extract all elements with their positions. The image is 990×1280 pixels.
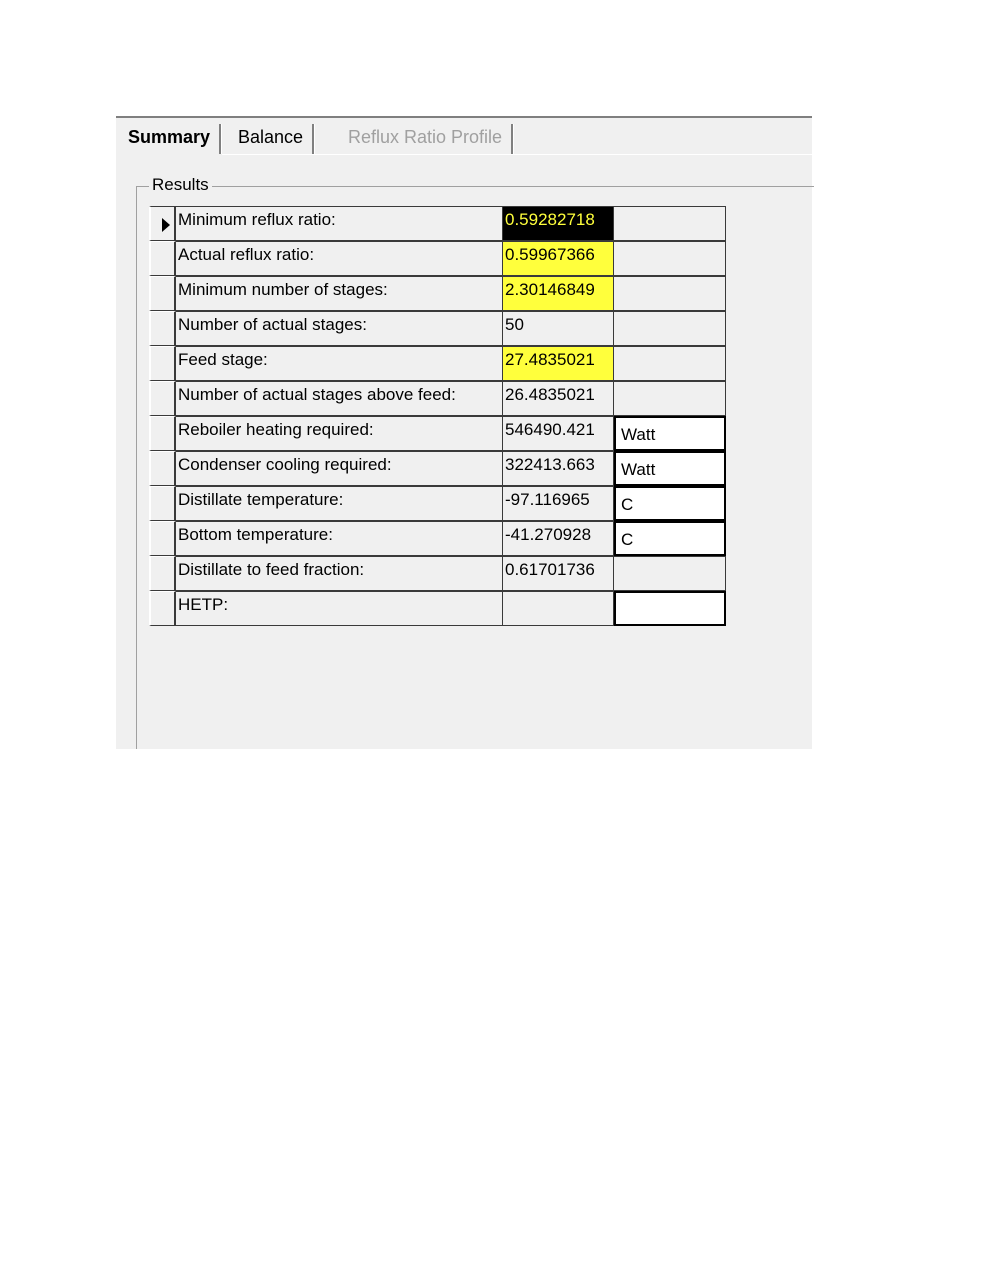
row-unit[interactable] — [614, 381, 726, 416]
row-value[interactable]: -97.116965 — [503, 486, 614, 521]
row-selector[interactable] — [149, 451, 176, 486]
row-label: Minimum reflux ratio: — [176, 206, 503, 241]
row-label: Bottom temperature: — [176, 521, 503, 556]
row-value[interactable]: 26.4835021 — [503, 381, 614, 416]
tab-reflux-label: Reflux Ratio Profile — [348, 127, 503, 147]
unit-select[interactable]: Watt — [614, 416, 726, 451]
row-selector[interactable] — [149, 311, 176, 346]
row-selector[interactable] — [149, 416, 176, 451]
row-value[interactable]: 2.30146849 — [503, 276, 614, 311]
tab-summary-label: Summary — [128, 127, 211, 147]
row-selector[interactable] — [149, 346, 176, 381]
row-value[interactable] — [503, 591, 614, 626]
table-row[interactable] — [149, 451, 727, 486]
row-label: Reboiler heating required: — [176, 416, 503, 451]
row-label: Distillate to feed fraction: — [176, 556, 503, 591]
row-value[interactable]: 546490.421 — [503, 416, 614, 451]
row-value[interactable]: 50 — [503, 311, 614, 346]
table-row[interactable] — [149, 241, 727, 276]
table-row[interactable] — [149, 591, 727, 626]
row-label: Feed stage: — [176, 346, 503, 381]
row-value[interactable]: 27.4835021 — [503, 346, 614, 381]
row-value[interactable]: 322413.663 — [503, 451, 614, 486]
row-label: Distillate temperature: — [176, 486, 503, 521]
row-unit[interactable] — [614, 311, 726, 346]
table-row[interactable] — [149, 346, 727, 381]
row-selector[interactable] — [149, 591, 176, 626]
row-unit[interactable] — [614, 346, 726, 381]
row-label: Condenser cooling required: — [176, 451, 503, 486]
table-row[interactable] — [149, 276, 727, 311]
unit-select[interactable]: C — [614, 521, 726, 556]
row-label: Number of actual stages above feed: — [176, 381, 503, 416]
row-value[interactable]: 0.61701736 — [503, 556, 614, 591]
row-label: Number of actual stages: — [176, 311, 503, 346]
row-selector[interactable] — [149, 206, 176, 241]
table-row[interactable] — [149, 206, 727, 241]
results-legend: Results — [149, 175, 212, 195]
table-row[interactable] — [149, 311, 727, 346]
tab-reflux-ratio-profile[interactable] — [338, 122, 512, 154]
tab-strip — [116, 118, 812, 156]
table-row[interactable] — [149, 521, 727, 556]
row-selector[interactable] — [149, 241, 176, 276]
results-grid[interactable] — [149, 206, 727, 626]
row-label: Actual reflux ratio: — [176, 241, 503, 276]
row-selector[interactable] — [149, 486, 176, 521]
table-row[interactable] — [149, 486, 727, 521]
unit-select[interactable]: C — [614, 486, 726, 521]
row-unit[interactable] — [614, 241, 726, 276]
tab-balance-label: Balance — [238, 127, 304, 147]
unit-select[interactable] — [614, 591, 726, 626]
row-value[interactable]: 0.59282718 — [503, 206, 614, 241]
row-selector[interactable] — [149, 521, 176, 556]
row-value[interactable]: 0.59967366 — [503, 241, 614, 276]
row-value[interactable]: -41.270928 — [503, 521, 614, 556]
table-row[interactable] — [149, 381, 727, 416]
row-unit[interactable] — [614, 276, 726, 311]
row-selector[interactable] — [149, 381, 176, 416]
row-unit[interactable] — [614, 206, 726, 241]
row-unit[interactable] — [614, 556, 726, 591]
row-selector[interactable] — [149, 556, 176, 591]
table-row[interactable] — [149, 556, 727, 591]
unit-select[interactable]: Watt — [614, 451, 726, 486]
row-selector[interactable] — [149, 276, 176, 311]
table-row[interactable] — [149, 416, 727, 451]
tab-balance[interactable] — [228, 122, 313, 154]
current-row-arrow-icon — [162, 218, 170, 232]
tab-summary[interactable] — [118, 122, 220, 154]
row-label: HETP: — [176, 591, 503, 626]
row-label: Minimum number of stages: — [176, 276, 503, 311]
